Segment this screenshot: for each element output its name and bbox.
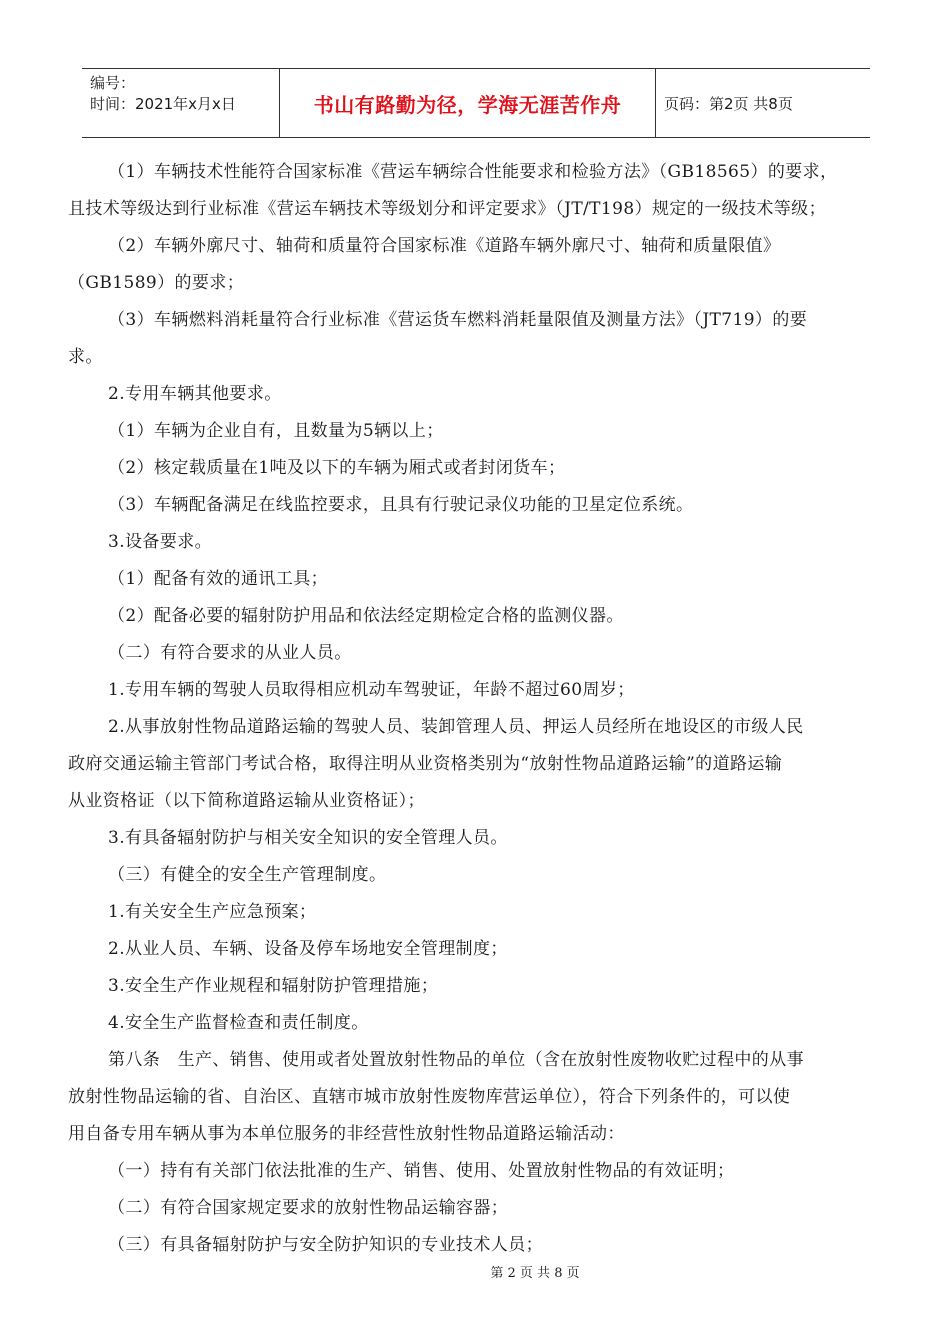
body-line: 3.设备要求。: [108, 532, 213, 552]
page-header: [82, 68, 870, 138]
body-line: （二）有符合国家规定要求的放射性物品运输容器；: [108, 1198, 509, 1218]
body-line: 第八条 生产、销售、使用或者处置放射性物品的单位（含在放射性废物收贮过程中的从事: [108, 1050, 804, 1070]
body-line: （二）有符合要求的从业人员。: [108, 643, 352, 663]
body-line: （三）有具备辐射防护与安全防护知识的专业技术人员；: [108, 1235, 543, 1255]
body-line: 3.安全生产作业规程和辐射防护管理措施；: [108, 976, 439, 996]
body-line: 从业资格证（以下简称道路运输从业资格证）；: [68, 791, 425, 811]
body-line: 政府交通运输主管部门考试合格，取得注明从业资格类别为“放射性物品道路运输”的道路运输: [68, 754, 783, 774]
header-motto: 书山有路勤为径，学海无涯苦作舟: [280, 69, 656, 137]
body-line: 求。: [68, 347, 103, 367]
document-number: 编号：: [90, 74, 136, 92]
body-line: 1.专用车辆的驾驶人员取得相应机动车驾驶证，年龄不超过60周岁；: [108, 680, 635, 700]
body-line: （1）车辆技术性能符合国家标准《营运车辆综合性能要求和检验方法》（GB18565）的要求，: [108, 162, 838, 182]
header-page-number: 页码：第2页 共8页: [664, 94, 793, 113]
body-line: 2.从事放射性物品道路运输的驾驶人员、装卸管理人员、押运人员经所在地设区的市级人民: [108, 717, 804, 737]
body-line: （1）配备有效的通讯工具；: [108, 569, 329, 589]
body-line: 用自备专用车辆从事为本单位服务的非经营性放射性物品道路运输活动：: [68, 1124, 625, 1144]
body-line: 且技术等级达到行业标准《营运车辆技术等级划分和评定要求》（JT/T198）规定的一级技术等级；: [68, 199, 826, 219]
body-line: 2.专用车辆其他要求。: [108, 384, 282, 404]
body-line: （2）配备必要的辐射防护用品和依法经定期检定合格的监测仪器。: [108, 606, 624, 626]
body-line: 4.安全生产监督检查和责任制度。: [108, 1013, 369, 1033]
body-line: （3）车辆燃料消耗量符合行业标准《营运货车燃料消耗量限值及测量方法》（JT719）的要: [108, 310, 808, 330]
body-line: （2）车辆外廓尺寸、轴荷和质量符合国家标准《道路车辆外廓尺寸、轴荷和质量限值》: [108, 236, 781, 256]
body-line: 放射性物品运输的省、自治区、直辖市城市放射性废物库营运单位），符合下列条件的，可以使: [68, 1087, 791, 1107]
page-footer: 第 2 页 共 8 页: [490, 1266, 580, 1281]
body-line: （2）核定载质量在1吨及以下的车辆为厢式或者封闭货车；: [108, 458, 566, 478]
body-line: （一）持有有关部门依法批准的生产、销售、使用、处置放射性物品的有效证明；: [108, 1161, 735, 1181]
document-date: 时间：2021年x月x日: [90, 95, 236, 113]
header-meta: [82, 69, 280, 137]
body-line: （1）车辆为企业自有，且数量为5辆以上；: [108, 421, 444, 441]
document-body: [68, 154, 892, 1264]
body-line: （3）车辆配备满足在线监控要求，且具有行驶记录仪功能的卫星定位系统。: [108, 495, 694, 515]
body-line: 3.有具备辐射防护与相关安全知识的安全管理人员。: [108, 828, 508, 848]
body-line: 1.有关安全生产应急预案；: [108, 902, 317, 922]
body-line: 2.从业人员、车辆、设备及停车场地安全管理制度；: [108, 939, 508, 959]
body-line: （三）有健全的安全生产管理制度。: [108, 865, 387, 885]
body-line: （GB1589）的要求；: [68, 273, 245, 293]
